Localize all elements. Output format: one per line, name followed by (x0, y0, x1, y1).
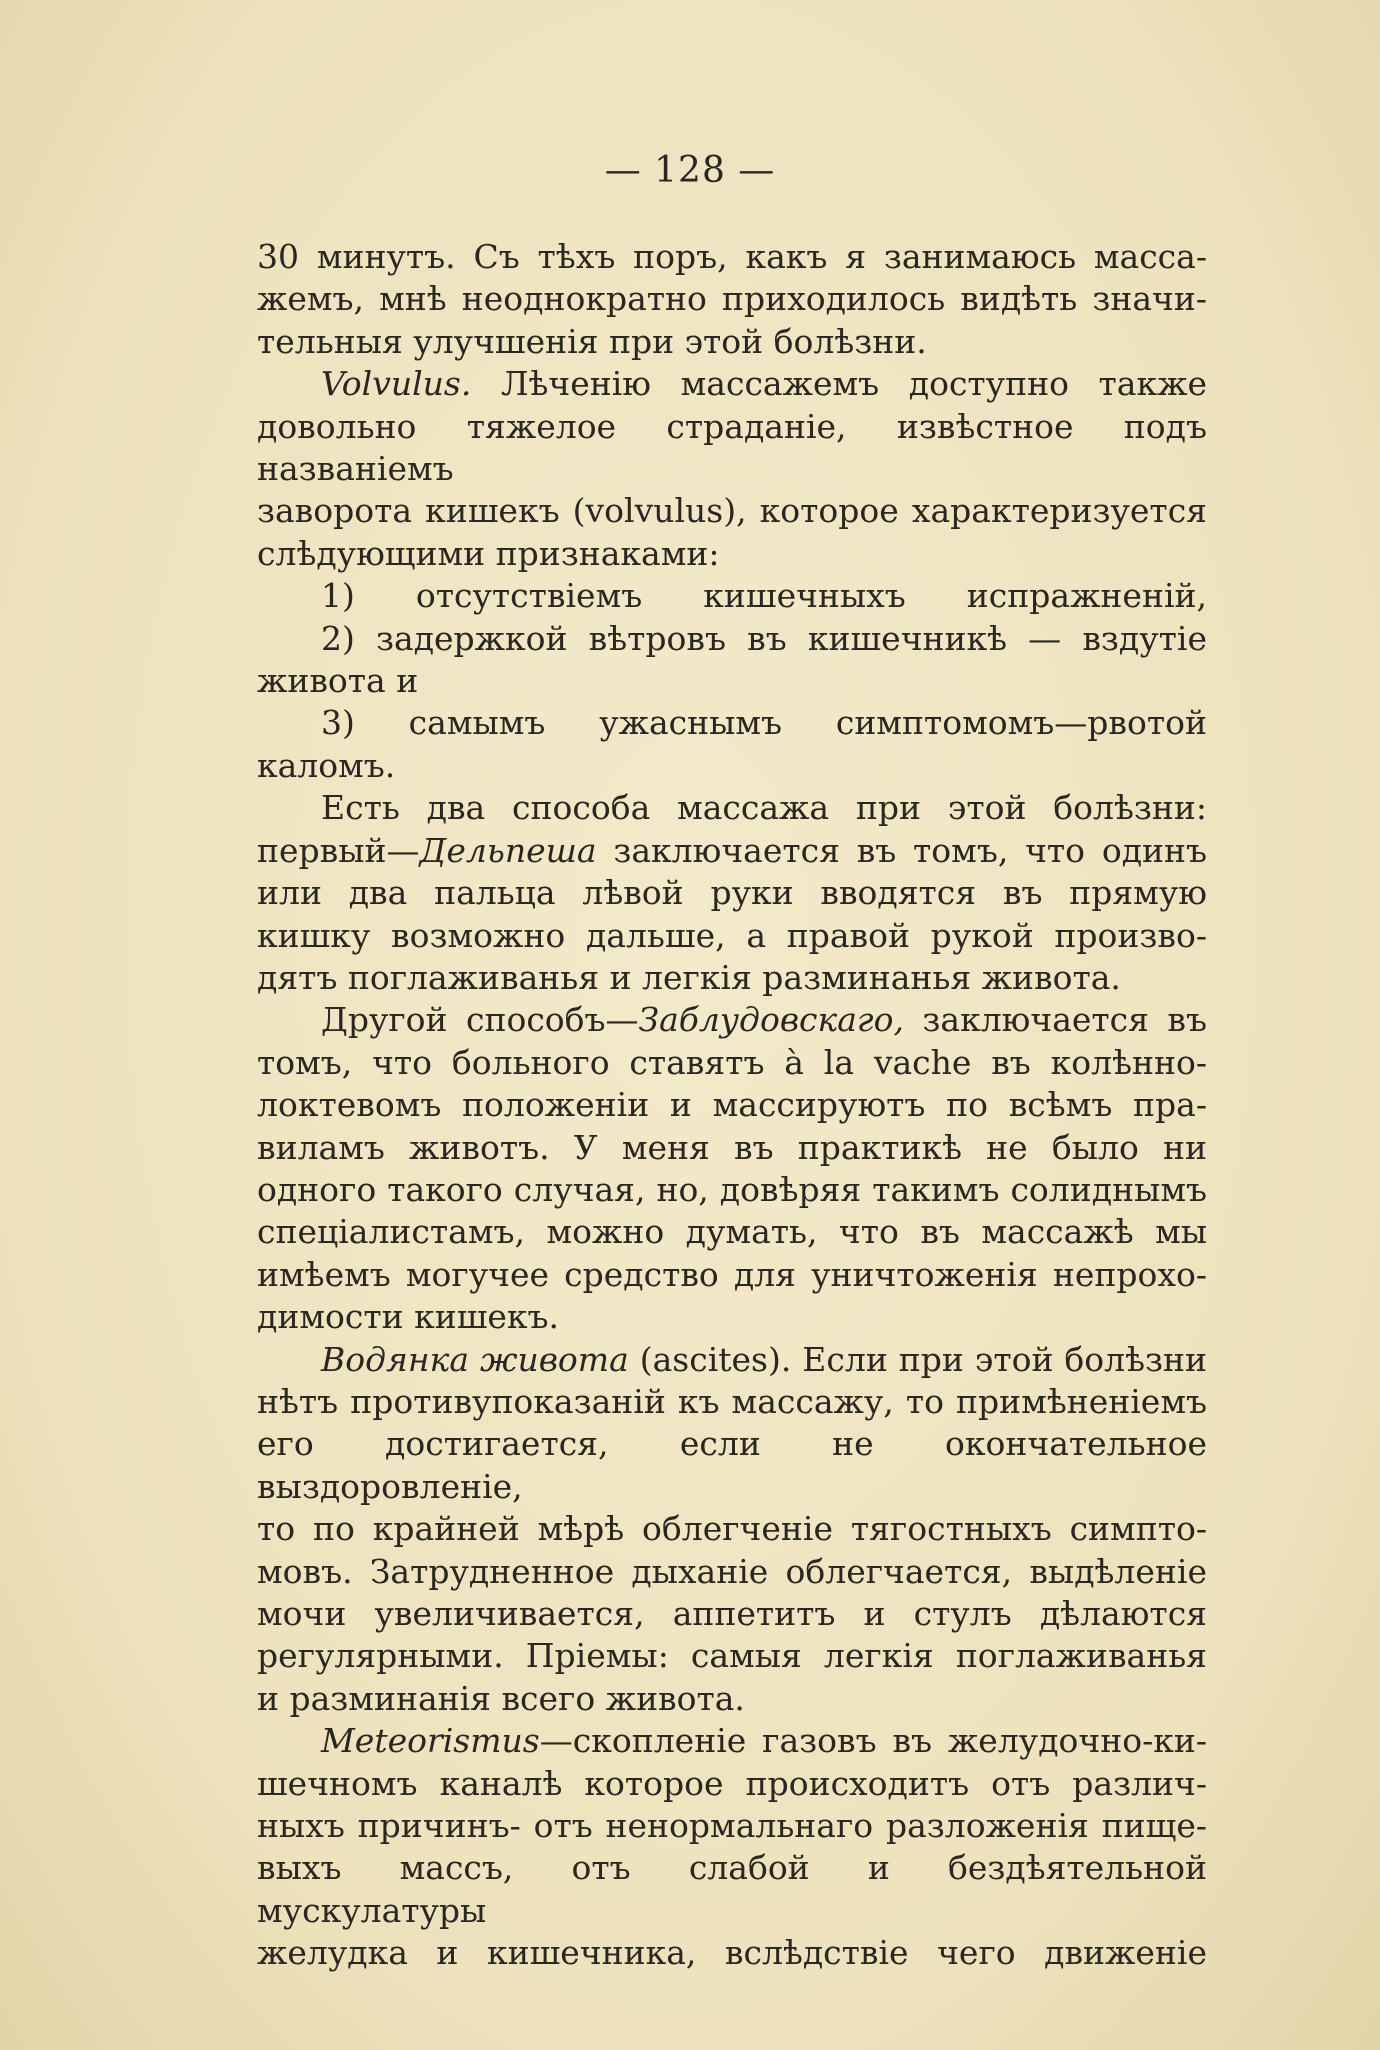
text-span: первый— (257, 830, 420, 870)
text-line: кишку возможно дальше, а правой рукой произво- (257, 915, 1207, 955)
text-line: локтевомъ положеніи и массируютъ по всѣмъ пра- (257, 1085, 1207, 1125)
text-line: дятъ поглаживанья и легкія разминанья живота. (257, 957, 1121, 997)
text-line (257, 363, 1207, 405)
page-number: — 128 — (604, 150, 776, 191)
text-line: шечномъ каналѣ которое происходитъ отъ различ- (257, 1763, 1207, 1803)
text-line: димости кишекъ. (257, 1297, 560, 1337)
text-line: и разминанія всего живота. (257, 1678, 745, 1718)
list-item: 2) задержкой вѣтровъ въ кишечникѣ — вздутіе (321, 618, 1207, 658)
text-line: жемъ, мнѣ неоднократно приходилось видѣть значи- (257, 279, 1207, 319)
list-item: 3) самымъ ужаснымъ симптомомъ—рвотой каломъ. (257, 703, 1207, 785)
text-span: (ascites). Если при этой болѣзни (628, 1339, 1207, 1379)
text-line: довольно тяжелое страданіе, извѣстное подъ названіемъ (257, 406, 1207, 489)
text-line: имѣемъ могучее средство для уничтоженія непрохо- (257, 1254, 1207, 1294)
text-line: 30 минутъ. Съ тѣхъ поръ, какъ я занимаюсь масса- (257, 237, 1207, 276)
name-delpech: Дельпеша (419, 830, 597, 870)
term-volvulus: Volvulus. (321, 364, 472, 404)
text-line: слѣдующими признаками: (257, 533, 720, 573)
text-line: спеціалистамъ, можно думать, что въ массажѣ мы (257, 1212, 1207, 1252)
text-line: желудка и кишечника, вслѣдствіе чего движеніе (257, 1933, 1207, 1973)
text-line: ныхъ причинъ- отъ ненормальнаго разложенія пище- (257, 1806, 1207, 1846)
text-line: то по крайней мѣрѣ облегченіе тягостныхъ симпто- (257, 1509, 1207, 1549)
text-line: заворота кишекъ (volvulus), которое характеризуется (257, 491, 1207, 531)
text-line: тельныя улучшенія при этой болѣзни. (257, 321, 927, 361)
text-line: мовъ. Затрудненное дыханіе облегчается, выдѣленіе (257, 1551, 1207, 1591)
text-span: заключается въ томъ, что одинъ (596, 830, 1207, 870)
text-line: или два пальца лѣвой руки вводятся въ прямую (257, 873, 1207, 913)
text-line (257, 830, 1207, 872)
text-line: Есть два способа массажа при этой болѣзни: (321, 788, 1207, 828)
body-text (257, 236, 1207, 1975)
text-line: виламъ животъ. У меня въ практикѣ не было ни (257, 1127, 1207, 1167)
name-zabludovsky: Заблудовскаго, (638, 1000, 904, 1040)
term-meteorismus: Meteorismus (321, 1721, 540, 1761)
text-line: регулярными. Пріемы: самыя легкія поглаживанья (257, 1636, 1207, 1676)
term-ascites: Водянка живота (321, 1339, 629, 1379)
text-span: заключается въ (903, 1000, 1207, 1040)
text-line: нѣтъ противупоказаній къ массажу, то примѣненіемъ (257, 1381, 1207, 1421)
text-line (257, 999, 1207, 1041)
text-line: его достигается, если не окончательное выздоровленіе, (257, 1424, 1207, 1506)
text-line: выхъ массъ, отъ слабой и бездѣятельной мускулатуры (257, 1848, 1207, 1930)
text-span: —скопленіе газовъ въ желудочно-ки- (539, 1721, 1207, 1761)
text-line: мочи увеличивается, аппетитъ и стулъ дѣлаются (257, 1594, 1207, 1633)
text-span: Другой способъ— (321, 1000, 639, 1040)
text-line: живота и (257, 661, 419, 701)
text-line (257, 1720, 1207, 1762)
text-line: одного такого случая, но, довѣряя такимъ солиднымъ (257, 1169, 1207, 1209)
text-line (257, 1339, 1207, 1381)
text-span: Лѣченію массажемъ доступно также (471, 364, 1207, 404)
text-line: томъ, что больного ставятъ à la vache въ колѣнно- (257, 1042, 1207, 1082)
list-item: 1) отсутствіемъ кишечныхъ испражненій, (321, 576, 1207, 616)
